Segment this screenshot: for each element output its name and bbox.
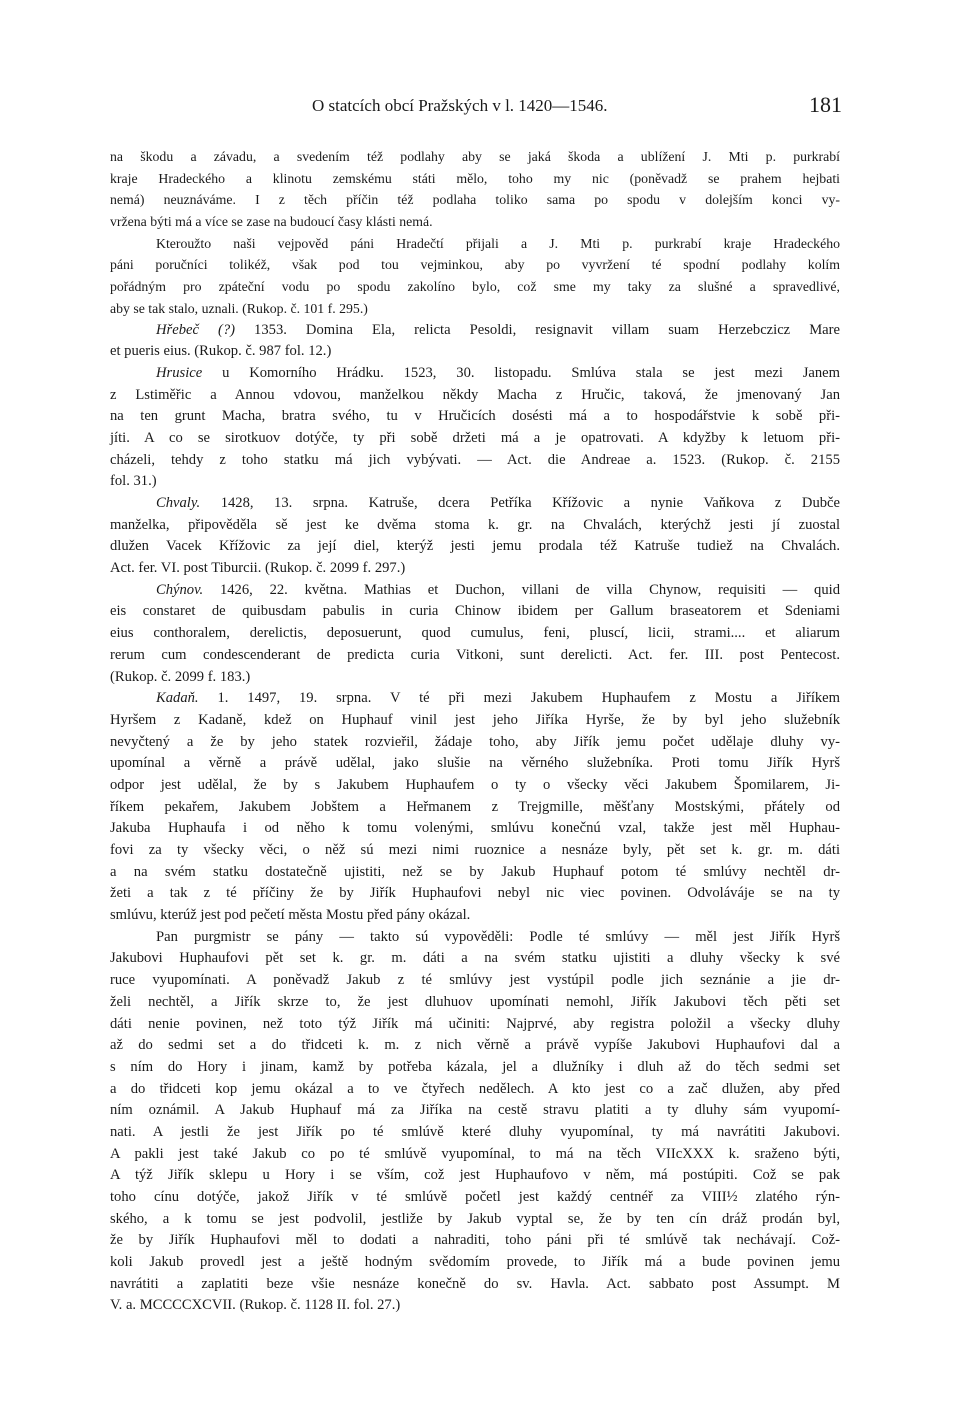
line-text: navrátiti a zaplatiti beze všie nesnáze konečně do sv. Havla. Act. sabbato post Assumpt. M [110, 1275, 840, 1292]
text-line [110, 1295, 840, 1317]
text-line [110, 992, 840, 1014]
line-text: vržena býti má a více se zase na budoucí časy klásti nemá. [110, 214, 433, 230]
text-line [110, 667, 840, 689]
page-number: 181 [809, 92, 842, 117]
text-line [110, 1035, 840, 1057]
text-line [110, 298, 840, 320]
text-line [110, 1252, 840, 1274]
text-line [110, 710, 840, 732]
line-text: až do sedmi set a do třidceti k. m. z nich věrně a právě vypíše Jakubovi Huphaufovi dal a [110, 1037, 840, 1054]
entry-heading: Chýnov. [156, 581, 204, 598]
text-line [110, 276, 840, 298]
line-text: 1428, 13. srpna. Katruše, dcera Petříka Křížovic a nynie Vaňkova z Dubče [200, 495, 840, 511]
text-line [110, 385, 840, 407]
text-line [110, 580, 840, 602]
line-text: Jakuba Huphaufa i od něho k tomu volenými, smlúvu konečnú vzal, takže jest měl Huphau- [110, 820, 840, 837]
text-line [110, 927, 840, 949]
line-text: dáti nenie povinen, než toto týž Jiřík má učiniti: Najprvé, aby registra položil a všecky dluhy [110, 1015, 840, 1032]
page-header [312, 92, 842, 126]
text-line [110, 797, 840, 819]
line-text: nevyčtený a že by jeho statek rozvieřil, žádaje toho, aby Jiřík jemu počet udělaje dluhy vy- [110, 733, 840, 750]
line-text: a na svém statku dostatečně ujistiti, než se by Jakub Huphauf potom té smlúvy nechtěl dr- [110, 863, 840, 880]
line-text: fol. 31.) [110, 473, 157, 490]
text-line [110, 883, 840, 905]
line-text: a do třidceti kop jemu okázal a to ve čtyřech nedělech. A kto jest co a zač dlužen, aby před [110, 1080, 840, 1097]
text-line [110, 1057, 840, 1079]
text-line [110, 1165, 840, 1187]
text-line [110, 1187, 840, 1209]
line-text: nemá) neuznáváme. I z těch příčin též podlaha toliko sama po spodu v dolejším konci vy- [110, 192, 840, 208]
text-line [110, 905, 840, 927]
line-text: s ním do Hory i jinam, kamž by potřeba kázala, jel a dlužníky i dluh až do těch sedmi set [110, 1058, 840, 1075]
text-line [110, 623, 840, 645]
text-line [110, 775, 840, 797]
line-text: žeti a tak z té příčiny že by Jiřík Huphaufovi nebyl nic viec povinen. Odvoláváje se na ty [110, 885, 840, 902]
line-text: A pakli jest také Jakub co po té smlúvě vyupomínal, to má na těch VIIcXXX k. sraženo býti, [110, 1145, 840, 1162]
line-text: fovi za ty všecky věci, o něž sú mezi nimi ruoznice a nesnáze byly, pět set k. gr. m. dáti [110, 842, 840, 858]
document-body [110, 146, 840, 1317]
line-text: u Komorního Hrádku. 1523, 30. listopadu. Smlúva stala se jest mezi Janem [202, 364, 840, 381]
text-line [110, 536, 840, 558]
text-line [110, 840, 840, 862]
line-text: eis constaret de quibusdam pabulis in curia Chinow ibidem per Gallum braseatorem et Sdeniami [110, 603, 840, 620]
text-line [110, 1274, 840, 1296]
line-text: říkem pekařem, Jakubem Jobštem a Heřmanem z Trejgmille, měšťany Mostskými, přátely od [110, 798, 840, 815]
text-line [110, 601, 840, 623]
text-line [110, 1230, 840, 1252]
line-text: odpor jest udělal, že by s Jakubem Huphaufem o ty o všecky věci Jakubem Špomilarem, Ji- [110, 776, 840, 793]
line-text: dlužen Vacek Křížovic za její diel, kterýž jesti jemu prodala též Katruše tudiež na Chvalách. [110, 538, 840, 555]
line-text: eius conthoralem, derelictis, deposuerunt, quod cumulus, feni, pluscí, licii, strami.... et aliarum [110, 625, 840, 642]
text-line [110, 341, 840, 363]
line-text: páni poručníci tolikéž, však pod tou vejminkou, aby po vyvržení té spodní podlahy kolím [110, 257, 840, 273]
text-line [110, 970, 840, 992]
line-text: na škodu a závadu, a svedením též podlahy aby se jaká škoda a ublížení J. Mti p. purkrabí [110, 149, 840, 164]
line-text: 1353. Domina Ela, relicta Pesoldi, resignavit villam suam Herzebczicz Mare [235, 321, 840, 338]
entry-heading: Chvaly. [156, 495, 201, 511]
line-text: et pueris eius. (Rukop. č. 987 fol. 12.) [110, 343, 332, 360]
text-line [110, 363, 840, 385]
entry-heading: Kadaň. [156, 690, 199, 707]
text-line [110, 558, 840, 580]
entry-heading: Hřebeč (?) [156, 321, 236, 338]
text-line [110, 428, 840, 450]
text-line [110, 189, 840, 211]
text-line [110, 645, 840, 667]
line-text: Hyršem z Kadaně, kdež on Huphauf vinil jest jeho Jiříka Hyrše, že by byl jeho služebník [110, 711, 840, 728]
line-text: manželka, připověděla sě jest ke dvěma stoma k. gr. na Chvalách, kterýchž jesti jí zuostal [110, 516, 840, 533]
text-line [110, 515, 840, 537]
running-title: O statcích obcí Pražských v l. 1420—1546. [312, 96, 608, 115]
line-text: 1426, 22. května. Mathias et Duchon, villani de villa Chynow, requisiti — quid [203, 581, 840, 598]
line-text: ním oznámil. A Jakub Huphauf má za Jiříka na cestě stravu platiti a ty dluhy sám vyupomí- [110, 1102, 840, 1119]
line-text: aby se tak stalo, uznali. (Rukop. č. 101 f. 295.) [110, 300, 368, 316]
entry-heading: Hrusice [156, 364, 203, 381]
line-text: Act. fer. VI. post Tiburcii. (Rukop. č. 2099 f. 297.) [110, 560, 406, 577]
text-line [110, 1144, 840, 1166]
text-line [110, 732, 840, 754]
line-text: toho cínu dotýče, jakož Jiřík v té smlúvě početl jest každý centnéř za VIII½ zlatého rýn- [110, 1189, 840, 1205]
text-line [110, 320, 840, 342]
text-line [110, 862, 840, 884]
line-text: cházeli, tehdy z toho statku má jich vybývati. — Act. die Andreae a. 1523. (Rukop. č. 2155 [110, 451, 840, 468]
line-text: z Lstiměřic a Annou vdovou, manželkou někdy Macha z Hručic, taková, že jmenovaný Jan [110, 386, 840, 403]
text-line [110, 1100, 840, 1122]
line-text: rerum cum condescenderant de predicta curia Vitkoni, sunt derelicti. Act. fer. III. post Pentecost. [110, 646, 840, 663]
text-line [110, 753, 840, 775]
text-line [110, 168, 840, 190]
text-line [110, 948, 840, 970]
line-text: jíti. A co se sirotkuov dotýče, ty při sobě držeti má a je opatrovati. A kdyžby k letuom při- [110, 429, 840, 446]
line-text: A týž Jiřík sklepu u Hory i se vším, což jest Huphaufovo v něm, má postúpiti. Což se pak [110, 1167, 840, 1184]
text-line [110, 211, 840, 233]
text-line [110, 1122, 840, 1144]
text-line [110, 818, 840, 840]
text-line [110, 493, 840, 515]
text-line [110, 1014, 840, 1036]
line-text: (Rukop. č. 2099 f. 183.) [110, 668, 251, 685]
line-text: Jakubovi Huphaufovi pět set k. gr. m. dáti a na svém statku ujistiti a dluhy všecky k své [110, 950, 840, 967]
line-text: upomínal a věrně a právě udělal, jako slušie na věrného služebníka. Proti tomu Jiřík Hyrš [110, 755, 840, 772]
line-text: Pan purgmistr se pány — takto sú vypověděli: Podle té smlúvy — měl jest Jiřík Hyrš [156, 928, 840, 945]
line-text: smlúvu, kterúž jest pod pečetí města Mostu před pány okázal. [110, 907, 471, 924]
line-text: 1. 1497, 19. srpna. V té při mezi Jakubem Huphaufem z Mostu a Jiříkem [198, 690, 840, 707]
line-text: nati. A jestli že jest Jiřík po té smlúvě které dluhy vyupomínal, ty má navrátiti Jakubovi. [110, 1123, 840, 1140]
line-text: koli Jakub provedl jest a ještě hodným svědomím provede, to Jiřík má a bude povinen jemu [110, 1254, 840, 1271]
line-text: kraje Hradeckého a klinotu zemskému státi mělo, toho my nic (poněvadž se prahem hejbati [110, 170, 840, 186]
text-line [110, 146, 840, 168]
text-line [110, 233, 840, 255]
line-text: želi nechtěl, a Jiřík skrze to, že jest dluhuov upomínati nemohl, Jiřík Jakubovi těch pěti set [110, 993, 840, 1010]
line-text: pořádným pro zpáteční vodu po spodu zakolíno bylo, což sme my taky za slušné a spravedlivé, [110, 279, 840, 295]
text-line [110, 1079, 840, 1101]
text-line [110, 450, 840, 472]
text-line [110, 406, 840, 428]
text-line [110, 1209, 840, 1231]
line-text: ského, a k tomu se jest podvolil, jestliže by Jakub vyptal se, že by ten cín dráž prodán byl, [110, 1210, 840, 1227]
line-text: že by Jiřík Huphaufovi měl to dodati a nahraditi, toho páni při té smlúvě tak nechávají. Což- [110, 1232, 840, 1249]
line-text: ruce vyupomínati. A poněvadž Jakub z té smlúvy jest vystúpil podle jich seznánie a jie dr- [110, 972, 840, 989]
line-text: Kteroužto naši vejpověd páni Hradečtí přijali a J. Mti p. purkrabí kraje Hradeckého [156, 235, 840, 251]
text-line [110, 254, 840, 276]
line-text: V. a. MCCCCXCVII. (Rukop. č. 1128 II. fol. 27.) [110, 1297, 401, 1314]
text-line [110, 688, 840, 710]
text-line [110, 471, 840, 493]
line-text: na ten grunt Macha, bratra svého, tu v Hručicích dosésti má a to hospodářstvie k sobě při- [110, 408, 840, 425]
